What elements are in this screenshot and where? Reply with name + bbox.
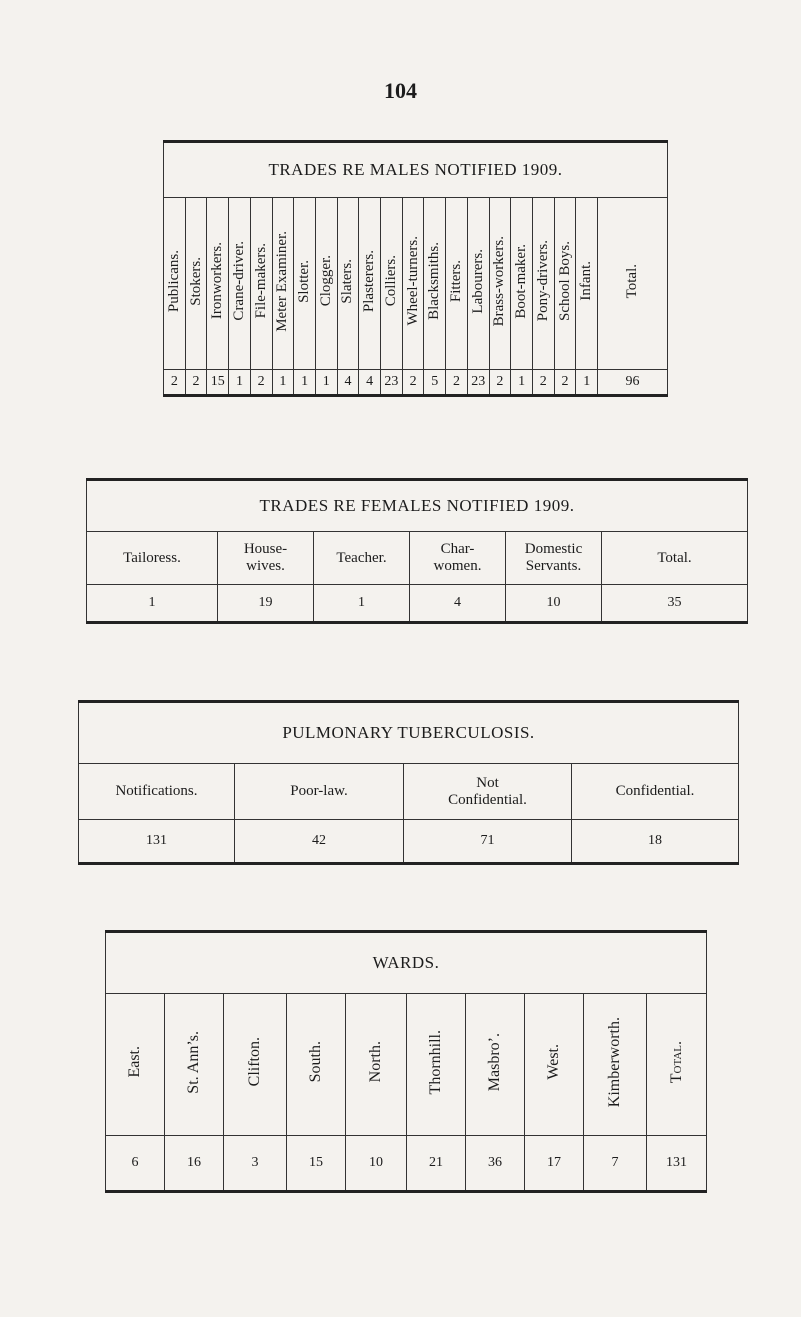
males-col-header: Slotter.: [294, 198, 316, 370]
males-table-title: TRADES RE MALES NOTIFIED 1909.: [164, 142, 668, 198]
females-col-header: Tailoress.: [87, 532, 218, 585]
wards-col-header: Kimberworth.: [584, 994, 647, 1136]
females-col-header: Domestic Servants.: [506, 532, 602, 585]
page-number: 104: [384, 78, 417, 103]
males-values-row: [164, 370, 668, 396]
males-col-header: Plasterers.: [359, 198, 381, 370]
males-value: 23: [381, 370, 403, 396]
males-value: 1: [511, 370, 533, 396]
wards-col-header-total: Total.: [647, 994, 707, 1136]
wards-value: 7: [584, 1136, 647, 1192]
pulmonary-values-row: [79, 820, 739, 864]
males-col-header: Infant.: [576, 198, 598, 370]
pulmonary-table-title: PULMONARY TUBERCULOSIS.: [79, 702, 739, 764]
males-value: 1: [315, 370, 337, 396]
pulmonary-col-header: Confidential.: [572, 764, 739, 820]
males-col-header: Fitters.: [446, 198, 468, 370]
males-value: 4: [359, 370, 381, 396]
females-value: 4: [410, 585, 506, 623]
wards-value: 36: [466, 1136, 525, 1192]
females-value-total: 35: [602, 585, 748, 623]
wards-value-total: 131: [647, 1136, 707, 1192]
males-col-header-total: Total.: [598, 198, 668, 370]
females-table-title: TRADES RE FEMALES NOTIFIED 1909.: [87, 480, 748, 532]
males-value-total: 96: [598, 370, 668, 396]
males-col-header: Pony-drivers.: [532, 198, 554, 370]
wards-value: 16: [165, 1136, 224, 1192]
males-col-header: File-makers.: [250, 198, 272, 370]
males-value: 2: [489, 370, 511, 396]
pulmonary-col-header: Not Confidential.: [404, 764, 572, 820]
wards-col-header: West.: [525, 994, 584, 1136]
wards-values-row: [106, 1136, 707, 1192]
males-col-header: Ironworkers.: [207, 198, 229, 370]
males-value: 1: [576, 370, 598, 396]
males-header-row: [164, 198, 668, 370]
wards-col-header: St. Ann’s.: [165, 994, 224, 1136]
wards-col-header: East.: [106, 994, 165, 1136]
males-value: 2: [446, 370, 468, 396]
males-value: 15: [207, 370, 229, 396]
pulmonary-value: 18: [572, 820, 739, 864]
females-col-header: Char- women.: [410, 532, 506, 585]
males-col-header: Meter Examiner.: [272, 198, 294, 370]
males-col-header: Labourers.: [467, 198, 489, 370]
males-col-header: Publicans.: [164, 198, 186, 370]
males-value: 2: [185, 370, 207, 396]
males-col-header: Clogger.: [315, 198, 337, 370]
males-col-header: Slaters.: [337, 198, 359, 370]
females-col-header-total: Total.: [602, 532, 748, 585]
pulmonary-col-header: Poor-law.: [235, 764, 404, 820]
males-value: 2: [250, 370, 272, 396]
males-col-header: School Boys.: [554, 198, 576, 370]
males-col-header: Blacksmiths.: [424, 198, 446, 370]
pulmonary-header-row: [79, 764, 739, 820]
wards-header-row: [106, 994, 707, 1136]
females-col-header: Teacher.: [314, 532, 410, 585]
males-col-header: Wheel-turners.: [402, 198, 424, 370]
females-col-header: House- wives.: [218, 532, 314, 585]
males-value: 23: [467, 370, 489, 396]
wards-col-header: Thornhill.: [407, 994, 466, 1136]
females-values-row: [87, 585, 748, 623]
pulmonary-value: 71: [404, 820, 572, 864]
females-trades-table: [86, 478, 748, 624]
wards-col-header: North.: [346, 994, 407, 1136]
males-value: 1: [272, 370, 294, 396]
males-col-header: Crane-driver.: [229, 198, 251, 370]
females-value: 1: [87, 585, 218, 623]
males-value: 2: [402, 370, 424, 396]
wards-value: 10: [346, 1136, 407, 1192]
males-value: 1: [229, 370, 251, 396]
females-header-row: [87, 532, 748, 585]
pulmonary-value: 42: [235, 820, 404, 864]
males-col-header: Brass-workers.: [489, 198, 511, 370]
males-value: 2: [554, 370, 576, 396]
males-value: 2: [532, 370, 554, 396]
males-trades-table: [163, 140, 668, 397]
females-value: 10: [506, 585, 602, 623]
males-col-header: Boot-maker.: [511, 198, 533, 370]
wards-col-header: Clifton.: [224, 994, 287, 1136]
wards-value: 17: [525, 1136, 584, 1192]
females-value: 1: [314, 585, 410, 623]
wards-col-header: Masbro’.: [466, 994, 525, 1136]
males-value: 2: [164, 370, 186, 396]
males-value: 4: [337, 370, 359, 396]
pulmonary-col-header: Notifications.: [79, 764, 235, 820]
wards-value: 6: [106, 1136, 165, 1192]
wards-value: 15: [287, 1136, 346, 1192]
wards-table-title: WARDS.: [106, 932, 707, 994]
males-value: 5: [424, 370, 446, 396]
pulmonary-tuberculosis-table: [78, 700, 739, 865]
wards-value: 21: [407, 1136, 466, 1192]
females-value: 19: [218, 585, 314, 623]
pulmonary-value: 131: [79, 820, 235, 864]
males-value: 1: [294, 370, 316, 396]
wards-col-header: South.: [287, 994, 346, 1136]
wards-table: [105, 930, 707, 1193]
wards-value: 3: [224, 1136, 287, 1192]
males-col-header: Colliers.: [381, 198, 403, 370]
males-col-header: Stokers.: [185, 198, 207, 370]
